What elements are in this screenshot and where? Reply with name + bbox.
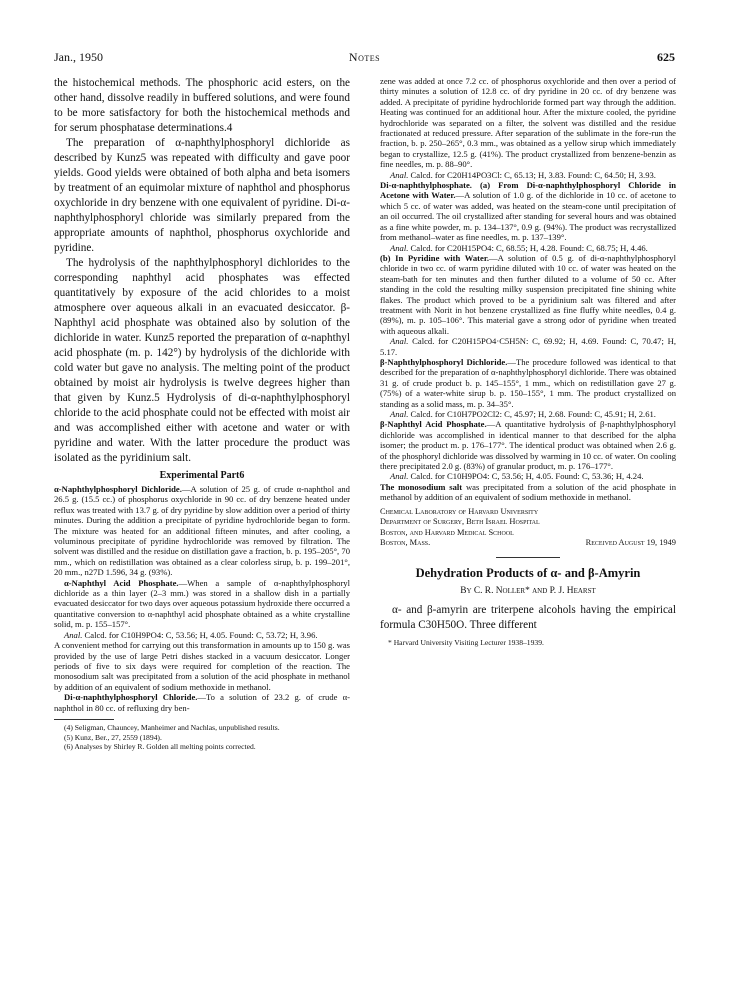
run-in-heading: Di-α-naphthylphosphate. (a) From Di-α-naphthylphosphoryl Chloride in Acetone with Water. [380,180,676,201]
left-column [54,76,350,752]
paragraph-body: —A solution of 25 g. of crude α-naphthol and 26.5 g. (15.5 cc.) of phosphorus oxychloride in 90 cc. of dry benzene heated under reflux was treated with 13.7 g. of dry pyridine by slow addition over a period of thirty minutes. During the addition a precipitate of pyridine hydrochloride began to form. The mixture was heated for an additional fifteen minutes, and after cooling, a voluminous precipitate of pyridine hydrochloride was removed by filtration. The solvent was distilled and the residue on distillation gave a fraction, b. p. 195–205°, 70 mm., which on redistillation was obtained as a clear colorless sirup, b. p. 199–201°, 20 mm., n27D 1.596, 34 g. (93%). [54,484,350,578]
continued-paragraph: zene was added at once 7.2 cc. of phosphorus oxychloride and then over a period of thirty minutes a solution of 12.8 cc. of dry pyridine in 20 cc. of dry benzene was added. A precipitate of pyridine hydrochloride formed part way through the addition. Heating was continued for an additional hour. After the mixture cooled, the pyridine hydrochloride was separated on a filter, the solvent was distilled and the residue fractionated at reduced pressure. After separation of the sublimate in the fore-run the fraction, b. p. 250–265°, 0.3 mm., was obtained as a yellow sirup which immediately began to crystallize, 12.5 g. (41%). The product crystallized from benzene-benzin as fine needles, m. p. 88–90°. [380,76,676,170]
anal-label: Anal. [390,471,409,482]
anal-label: Anal. [390,242,409,253]
right-column [380,76,676,648]
footnote-rule [54,719,114,720]
intro-paragraph: the histochemical methods. The phosphoric acid esters, on the other hand, dissolve readily in buffered solutions, and were found to be more satisfactory for both the histochemical methods and for serum phosphatase determinations.4 [54,77,350,134]
received-date: Received August 19, 1949 [585,538,676,548]
experimental-paragraph [380,180,676,242]
experimental-heading: Experimental Part6 [159,470,245,481]
experimental-paragraph [54,484,350,578]
paragraph-body: —A solution of 0.5 g. of di-α-naphthylphosphoryl chloride in two cc. of warm pyridine diluted with 10 cc. of water was heated on the steam-bath for ten minutes and then further diluted to a volume of 50 cc. After standing in the cold the resulting milky suspension precipitated fine shining white flakes. The product which proved to be a pyridinium salt was filtered and after treatment with Norit in hot benzene crystallized as fine fluffy white needles, 0.4 g. (89%), m. p. 105–106°. This material gave a strong odor of pyridine when treated with aqueous alkali. [380,252,676,336]
paragraph-body: —A solution of 1.0 g. of the dichloride in 10 cc. of acetone to which 5 cc. of water was added, was heated on the steam-cone until precipitation of an oil occurred. The oil crystallized after standing for several hours and was obtained as a fine white powder, m. p. 134–137°, 0.9 g. (94%). The product was recrystallized from methanol–water as fine needles, m. p. 137–139°. [380,190,676,243]
experimental-paragraph [54,578,350,630]
run-in-heading: Di-α-naphthylphosphoryl Chloride. [64,692,198,703]
intro-paragraph: The preparation of α-naphthylphosphoryl dichloride as described by Kunz5 was repeated with difficulty and gave poor yields. Good yields were obtained of both alpha and beta isomers by treatment of an equimolar mixture of naphthol and phosphorus oxychloride in dry benzene with one equivalent of pyridine. Di-α-naphthylphosphoryl chloride was similarly prepared from the appropriate amounts of naphthol, phosphorus oxychloride and pyridine. [54,137,350,254]
analysis-values: Calcd. for C10H7PO2Cl2: C, 45.97; H, 2.68. Found: C, 45.91; H, 2.61. [408,409,656,419]
affiliation-line: Chemical Laboratory of Harvard University [380,506,539,516]
article-intro: α- and β-amyrin are triterpene alcohols having the empirical formula C30H50O. Three different [380,604,676,632]
anal-label: Anal. [390,169,409,180]
run-in-heading: The monosodium salt [380,481,463,492]
analysis-values: Calcd. for C20H15PO4: C, 68.55; H, 4.28. Found: C, 68.75; H, 4.46. [408,242,648,253]
experimental-paragraph [54,692,350,713]
run-in-heading: (b) In Pyridine with Water. [380,252,490,263]
footnote: (6) Analyses by Shirley R. Golden all melting points corrected. [64,742,256,752]
analysis-values: Calcd. for C20H14PO3Cl: C, 65.13; H, 3.83. Found: C, 64.50; H, 3.93. [408,169,656,180]
paragraph-body: —When a sample of α-naphthylphosphoryl dichloride as a thin layer (2–3 mm.) was stored in a shallow dish in a partially evacuated desiccator for two days over aqueous potassium hydroxide there occurred a quantitative conversion to α-naphthyl acid phosphate obtained as a white crystalline solid, m. p. 155–157°. [54,577,350,630]
experimental-paragraph [380,253,676,336]
experimental-paragraph [380,482,676,503]
analysis-line [380,409,676,419]
run-in-heading: β-Naphthyl Acid Phosphate. [380,419,487,430]
analysis-values: Calcd. for C10H9PO4: C, 53.56; H, 4.05. Found: C, 53.36; H, 4.24. [408,471,644,482]
run-in-heading: α-Naphthylphosphoryl Dichloride. [54,484,182,494]
intro-paragraph: The hydrolysis of the naphthylphosphoryl dichlorides to the corresponding naphthyl acid phosphates was effected quantitatively by exposure of the acid chlorides to a moist atmosphere over aqueous alkali in an evacuated desiccator. β-Naphthyl acid phosphate was obtained also by solution of the dichloride in water. Kunz5 reported the preparation of α-naphthyl acid phosphate (m. p. 142°) by hydrolysis of the dichloride with cold water but gave no analysis. The melting point of the product obtained by moist air hydrolysis is twelve degrees higher than that given by Kunz.5 Hydrolysis of di-α-naphthylphosphoryl chloride to the acid phosphate could not be effected with moist air and was accomplished either with acetone and water or with pyridine and water. With the latter procedure the product was isolated as the pyridinium salt. [54,257,350,464]
journal-section: Notes [348,50,381,64]
footnote: (4) Seligman, Chauncey, Manheimer and Nachlas, unpublished results. [64,722,280,732]
analysis-line [380,471,676,481]
paragraph-body: —To a solution of 23.2 g. of crude α-naphthol in 80 cc. of refluxing dry ben- [54,692,350,713]
anal-label: Anal. [64,629,83,640]
analysis-line [380,336,676,357]
affiliation-last-line [380,538,676,549]
anal-label: Anal. [390,336,409,347]
affiliation-line: Boston, and Harvard Medical School [380,527,514,537]
footnote: * Harvard University Visiting Lecturer 1938–1939. [388,638,544,648]
paragraph-body: —The procedure followed was identical to that described for the preparation of α-naphthylphosphoryl dichloride. There was obtained 31 g. of crude product b. p. 145–155°, 1 mm., which on redistillation gave 27 g. (75%) of a water-white sirup b. p. 150–155°, 1 mm. The product crystallized on standing as a solid mass, m. p. 34–35°. [380,356,676,409]
running-header [54,50,675,66]
issue-date: Jan., 1950 [54,50,103,64]
footnote: (5) Kunz, Ber., 27, 2559 (1894). [64,732,162,742]
experimental-paragraph [380,357,676,409]
article-separator [496,557,560,558]
affiliation-line: Department of Surgery, Beth Israel Hospital [380,517,540,527]
affiliation-block [380,507,676,549]
paragraph-body: —A quantitative hydrolysis of β-naphthylphosphoryl dichloride was accomplished in identical manner to that described for the alpha isomer; the product m. p. 176–177°. The identical product was obtained when 2.6 g. of the phosphoryl dichloride was dissolved by warming in 10 cc. of water. On cooling there precipitated 2.0 g. (83%) of granular product, m. p. 176–177°. [380,419,677,472]
run-in-heading: β-Naphthylphosphoryl Dichloride. [380,356,508,367]
experimental-paragraph [380,419,676,471]
paragraph-body: was precipitated from a solution of the acid phosphate in methanol by addition of an equivalent of sodium methoxide in methanol. [380,481,676,503]
affiliation-line: Boston, Mass. [380,538,431,548]
page-number: 625 [657,50,675,64]
run-in-heading: α-Naphthyl Acid Phosphate. [64,577,179,588]
analysis-line [380,243,676,253]
anal-label: Anal. [390,409,409,419]
analysis-values: Calcd. for C20H15PO4·C5H5N: C, 69.92; H, 4.69. Found: C, 70.47; H, 5.17. [380,336,676,357]
article-byline: By C. R. Noller* and P. J. Hearst [460,586,596,597]
article-title: Dehydration Products of α- and β-Amyrin [415,566,641,581]
analysis-values: Calcd. for C10H9PO4: C, 53.56; H, 4.05. Found: C, 53.72; H, 3.96. [82,629,318,640]
analysis-line [380,170,676,180]
experimental-paragraph: A convenient method for carrying out this transformation in amounts up to 150 g. was provided by the use of large Petri dishes stacked in a vacuum desiccator. Longer periods of five to six days were required for completion of the reaction. The monosodium salt was precipitated from a solution of the acid phosphate in methanol by addition of an equivalent of sodium methoxide in methanol. [54,640,350,692]
analysis-line [54,630,350,640]
